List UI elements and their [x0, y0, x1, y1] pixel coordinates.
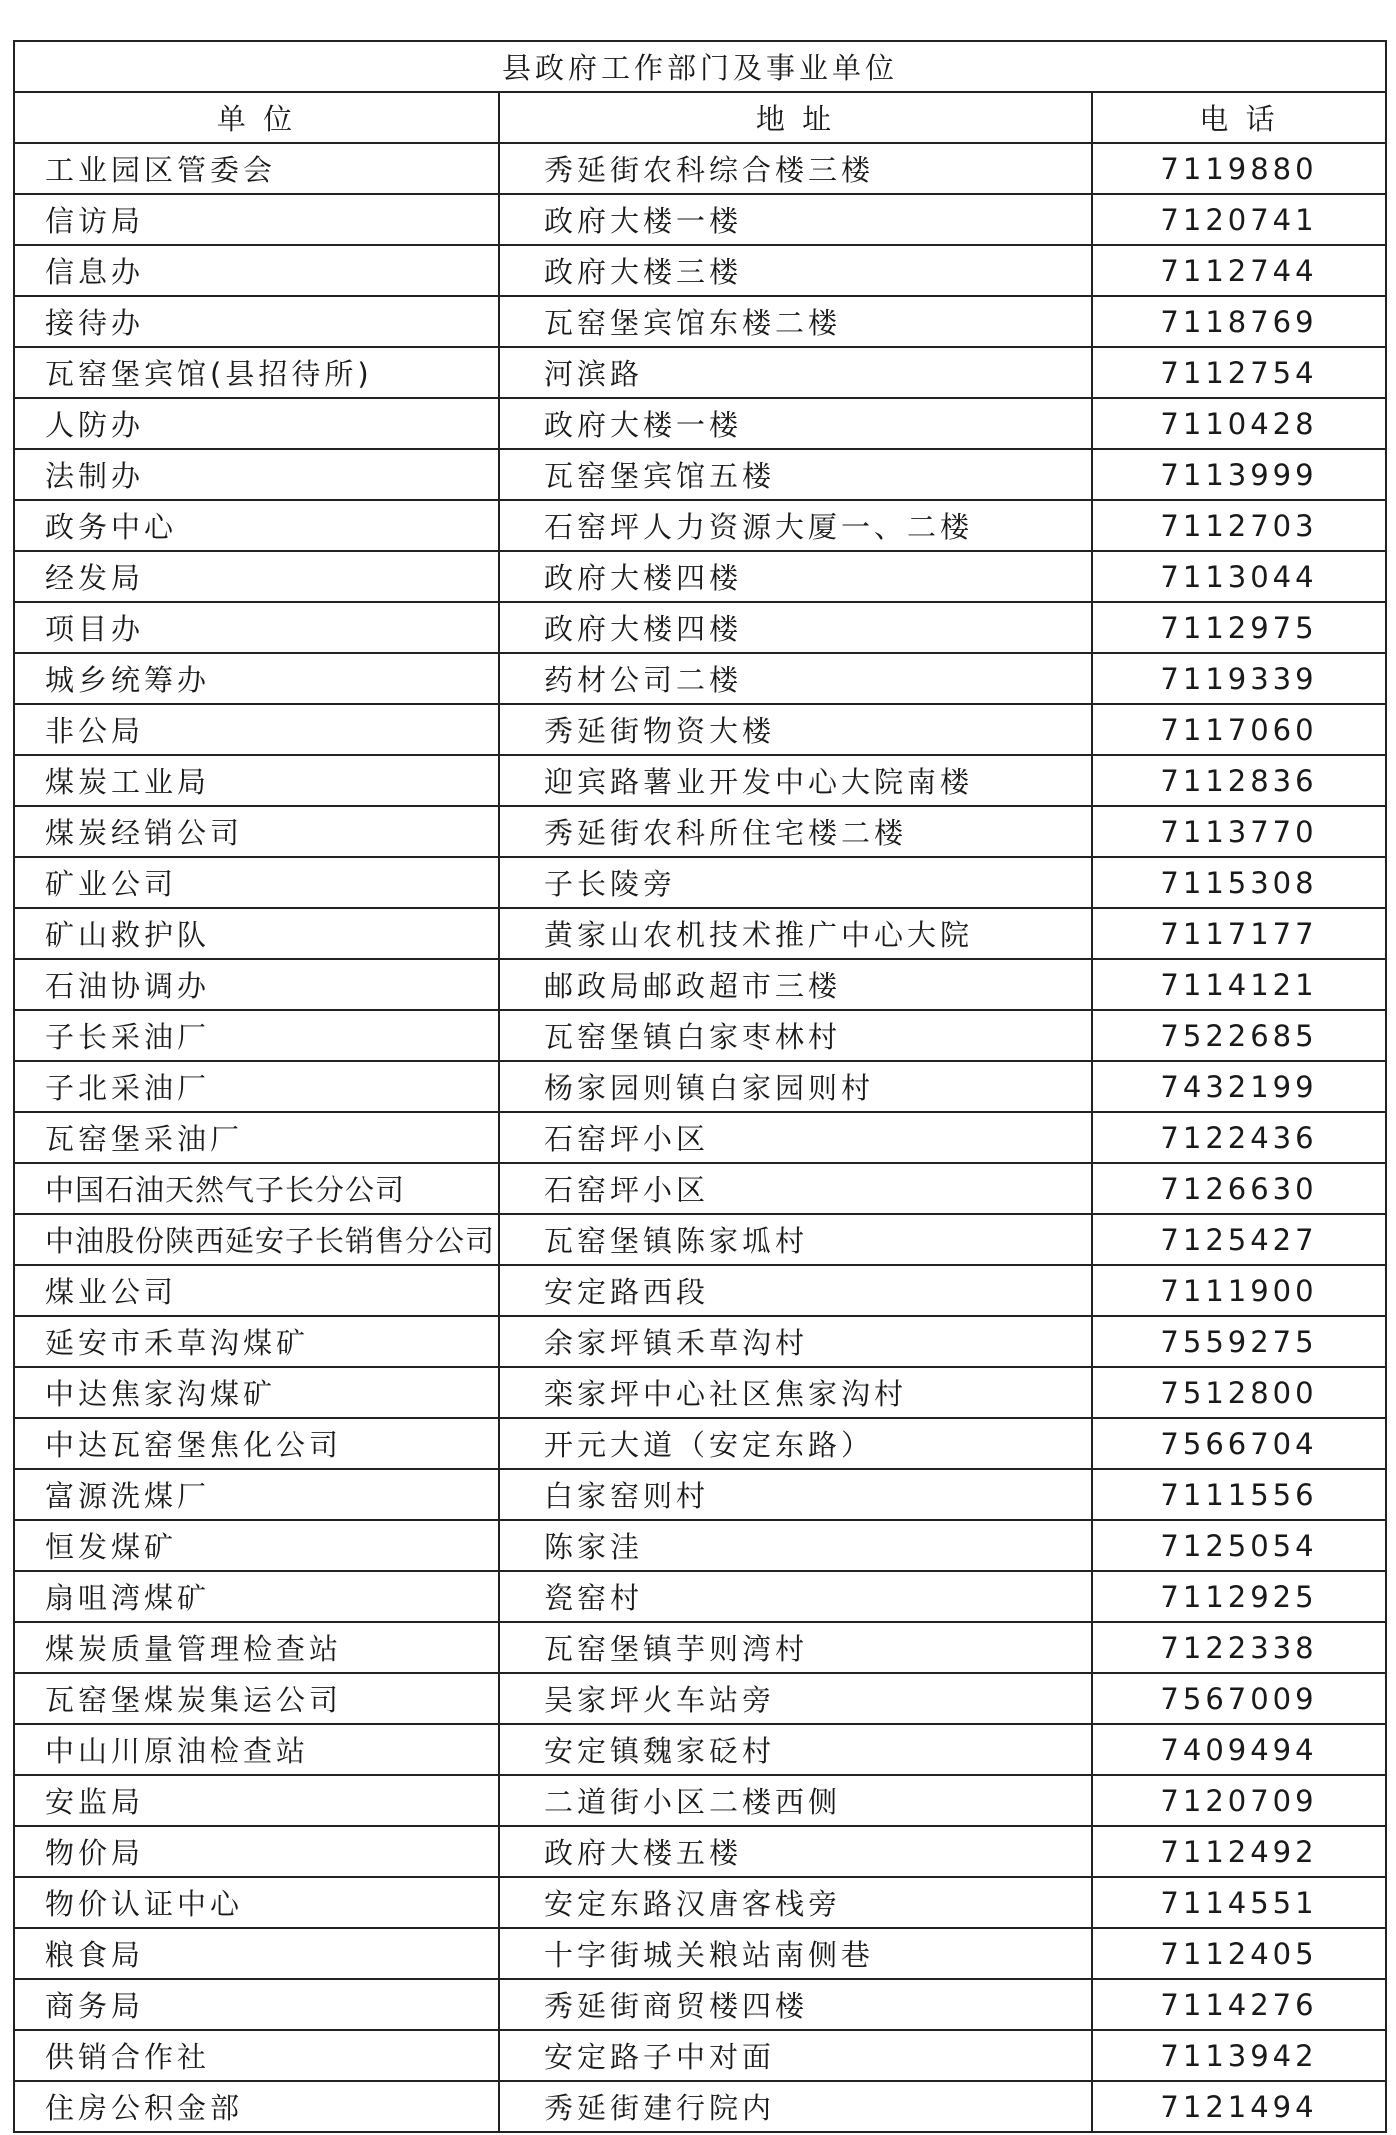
address-cell: 药材公司二楼	[499, 653, 1092, 704]
table-row	[14, 143, 1386, 194]
table-row	[14, 1265, 1386, 1316]
directory-table	[13, 40, 1387, 2133]
table-row	[14, 1061, 1386, 1112]
phone-cell: 7113999	[1092, 449, 1386, 500]
unit-cell: 经发局	[14, 551, 499, 602]
table-row	[14, 1214, 1386, 1265]
table-row	[14, 1469, 1386, 1520]
header-unit: 单 位	[14, 92, 499, 143]
phone-cell: 7567009	[1092, 1673, 1386, 1724]
table-row	[14, 1418, 1386, 1469]
unit-cell: 子北采油厂	[14, 1061, 499, 1112]
phone-cell: 7119880	[1092, 143, 1386, 194]
phone-cell: 7112975	[1092, 602, 1386, 653]
phone-cell: 7113770	[1092, 806, 1386, 857]
unit-cell: 接待办	[14, 296, 499, 347]
table-row	[14, 2030, 1386, 2081]
address-cell: 安定路子中对面	[499, 2030, 1092, 2081]
address-cell: 瓦窑堡镇白家枣林村	[499, 1010, 1092, 1061]
address-cell: 邮政局邮政超市三楼	[499, 959, 1092, 1010]
unit-cell: 恒发煤矿	[14, 1520, 499, 1571]
unit-cell: 工业园区管委会	[14, 143, 499, 194]
table-row	[14, 296, 1386, 347]
table-row	[14, 1163, 1386, 1214]
address-cell: 开元大道（安定东路）	[499, 1418, 1092, 1469]
unit-cell: 瓦窑堡宾馆(县招待所)	[14, 347, 499, 398]
unit-cell: 住房公积金部	[14, 2081, 499, 2132]
address-cell: 杨家园则镇白家园则村	[499, 1061, 1092, 1112]
phone-cell: 7432199	[1092, 1061, 1386, 1112]
address-cell: 秀延街农科综合楼三楼	[499, 143, 1092, 194]
phone-cell: 7121494	[1092, 2081, 1386, 2132]
unit-cell: 法制办	[14, 449, 499, 500]
phone-cell: 7114121	[1092, 959, 1386, 1010]
phone-cell: 7112744	[1092, 245, 1386, 296]
address-cell: 余家坪镇禾草沟村	[499, 1316, 1092, 1367]
address-cell: 迎宾路薯业开发中心大院南楼	[499, 755, 1092, 806]
unit-cell: 中达瓦窑堡焦化公司	[14, 1418, 499, 1469]
table-row	[14, 1520, 1386, 1571]
address-cell: 瓦窑堡宾馆东楼二楼	[499, 296, 1092, 347]
phone-cell: 7125054	[1092, 1520, 1386, 1571]
table-row	[14, 908, 1386, 959]
table-row	[14, 653, 1386, 704]
phone-cell: 7559275	[1092, 1316, 1386, 1367]
table-row	[14, 1877, 1386, 1928]
phone-cell: 7114551	[1092, 1877, 1386, 1928]
unit-cell: 煤炭工业局	[14, 755, 499, 806]
address-cell: 石窑坪小区	[499, 1163, 1092, 1214]
phone-cell: 7113942	[1092, 2030, 1386, 2081]
table-row	[14, 1112, 1386, 1163]
phone-cell: 7117177	[1092, 908, 1386, 959]
address-cell: 瓦窑堡镇陈家坬村	[499, 1214, 1092, 1265]
address-cell: 石窑坪小区	[499, 1112, 1092, 1163]
table-row	[14, 1724, 1386, 1775]
table-row	[14, 2081, 1386, 2132]
address-cell: 政府大楼五楼	[499, 1826, 1092, 1877]
phone-cell: 7122436	[1092, 1112, 1386, 1163]
unit-cell: 石油协调办	[14, 959, 499, 1010]
table-row	[14, 1622, 1386, 1673]
table-row	[14, 551, 1386, 602]
unit-cell: 富源洗煤厂	[14, 1469, 499, 1520]
table-row	[14, 449, 1386, 500]
table-row	[14, 245, 1386, 296]
unit-cell: 信访局	[14, 194, 499, 245]
phone-cell: 7112492	[1092, 1826, 1386, 1877]
phone-cell: 7126630	[1092, 1163, 1386, 1214]
unit-cell: 中达焦家沟煤矿	[14, 1367, 499, 1418]
unit-cell: 人防办	[14, 398, 499, 449]
unit-cell: 扇咀湾煤矿	[14, 1571, 499, 1622]
phone-cell: 7120709	[1092, 1775, 1386, 1826]
unit-cell: 煤炭质量管理检查站	[14, 1622, 499, 1673]
address-cell: 政府大楼四楼	[499, 551, 1092, 602]
address-cell: 瓦窑堡宾馆五楼	[499, 449, 1092, 500]
address-cell: 黄家山农机技术推广中心大院	[499, 908, 1092, 959]
address-cell: 政府大楼四楼	[499, 602, 1092, 653]
phone-cell: 7122338	[1092, 1622, 1386, 1673]
address-cell: 吴家坪火车站旁	[499, 1673, 1092, 1724]
table-row	[14, 755, 1386, 806]
phone-cell: 7512800	[1092, 1367, 1386, 1418]
phone-cell: 7119339	[1092, 653, 1386, 704]
unit-cell: 信息办	[14, 245, 499, 296]
unit-cell: 子长采油厂	[14, 1010, 499, 1061]
address-cell: 石窑坪人力资源大厦一、二楼	[499, 500, 1092, 551]
address-cell: 秀延街建行院内	[499, 2081, 1092, 2132]
address-cell: 子长陵旁	[499, 857, 1092, 908]
address-cell: 政府大楼三楼	[499, 245, 1092, 296]
table-row	[14, 704, 1386, 755]
table-row	[14, 500, 1386, 551]
directory-sheet	[13, 40, 1385, 2133]
table-row	[14, 806, 1386, 857]
unit-cell: 瓦窑堡采油厂	[14, 1112, 499, 1163]
address-cell: 白家窑则村	[499, 1469, 1092, 1520]
phone-cell: 7111900	[1092, 1265, 1386, 1316]
unit-cell: 瓦窑堡煤炭集运公司	[14, 1673, 499, 1724]
table-row	[14, 398, 1386, 449]
address-cell: 瓷窑村	[499, 1571, 1092, 1622]
unit-cell: 项目办	[14, 602, 499, 653]
phone-cell: 7112703	[1092, 500, 1386, 551]
unit-cell: 粮食局	[14, 1928, 499, 1979]
table-row	[14, 1571, 1386, 1622]
unit-cell: 供销合作社	[14, 2030, 499, 2081]
address-cell: 秀延街农科所住宅楼二楼	[499, 806, 1092, 857]
phone-cell: 7125427	[1092, 1214, 1386, 1265]
table-row	[14, 1010, 1386, 1061]
address-cell: 二道街小区二楼西侧	[499, 1775, 1092, 1826]
phone-cell: 7522685	[1092, 1010, 1386, 1061]
table-row	[14, 959, 1386, 1010]
unit-cell: 延安市禾草沟煤矿	[14, 1316, 499, 1367]
unit-cell: 煤业公司	[14, 1265, 499, 1316]
phone-cell: 7111556	[1092, 1469, 1386, 1520]
phone-cell: 7112405	[1092, 1928, 1386, 1979]
table-body	[14, 143, 1386, 2132]
phone-cell: 7112754	[1092, 347, 1386, 398]
address-cell: 安定镇魏家砭村	[499, 1724, 1092, 1775]
phone-cell: 7409494	[1092, 1724, 1386, 1775]
phone-cell: 7117060	[1092, 704, 1386, 755]
table-title: 县政府工作部门及事业单位	[14, 41, 1386, 92]
unit-cell: 安监局	[14, 1775, 499, 1826]
address-cell: 安定路西段	[499, 1265, 1092, 1316]
unit-cell: 政务中心	[14, 500, 499, 551]
table-row	[14, 347, 1386, 398]
phone-cell: 7112836	[1092, 755, 1386, 806]
unit-cell: 中油股份陕西延安子长销售分公司	[14, 1214, 499, 1265]
address-cell: 安定东路汉唐客栈旁	[499, 1877, 1092, 1928]
unit-cell: 城乡统筹办	[14, 653, 499, 704]
unit-cell: 煤炭经销公司	[14, 806, 499, 857]
unit-cell: 中国石油天然气子长分公司	[14, 1163, 499, 1214]
unit-cell: 物价局	[14, 1826, 499, 1877]
phone-cell: 7114276	[1092, 1979, 1386, 2030]
unit-cell: 中山川原油检查站	[14, 1724, 499, 1775]
address-cell: 秀延街物资大楼	[499, 704, 1092, 755]
unit-cell: 非公局	[14, 704, 499, 755]
phone-cell: 7118769	[1092, 296, 1386, 347]
table-row	[14, 1367, 1386, 1418]
address-cell: 政府大楼一楼	[499, 194, 1092, 245]
header-phone: 电 话	[1092, 92, 1386, 143]
table-row	[14, 602, 1386, 653]
address-cell: 政府大楼一楼	[499, 398, 1092, 449]
address-cell: 河滨路	[499, 347, 1092, 398]
table-row	[14, 857, 1386, 908]
phone-cell: 7120741	[1092, 194, 1386, 245]
address-cell: 十字街城关粮站南侧巷	[499, 1928, 1092, 1979]
address-cell: 秀延街商贸楼四楼	[499, 1979, 1092, 2030]
address-cell: 陈家洼	[499, 1520, 1092, 1571]
phone-cell: 7112925	[1092, 1571, 1386, 1622]
table-row	[14, 194, 1386, 245]
unit-cell: 商务局	[14, 1979, 499, 2030]
table-row	[14, 1673, 1386, 1724]
unit-cell: 物价认证中心	[14, 1877, 499, 1928]
header-address: 地 址	[499, 92, 1092, 143]
table-row	[14, 1826, 1386, 1877]
phone-cell: 7115308	[1092, 857, 1386, 908]
unit-cell: 矿业公司	[14, 857, 499, 908]
table-row	[14, 1316, 1386, 1367]
address-cell: 栾家坪中心社区焦家沟村	[499, 1367, 1092, 1418]
phone-cell: 7113044	[1092, 551, 1386, 602]
phone-cell: 7110428	[1092, 398, 1386, 449]
table-row	[14, 1979, 1386, 2030]
table-row	[14, 1775, 1386, 1826]
phone-cell: 7566704	[1092, 1418, 1386, 1469]
unit-cell: 矿山救护队	[14, 908, 499, 959]
table-row	[14, 1928, 1386, 1979]
address-cell: 瓦窑堡镇芋则湾村	[499, 1622, 1092, 1673]
